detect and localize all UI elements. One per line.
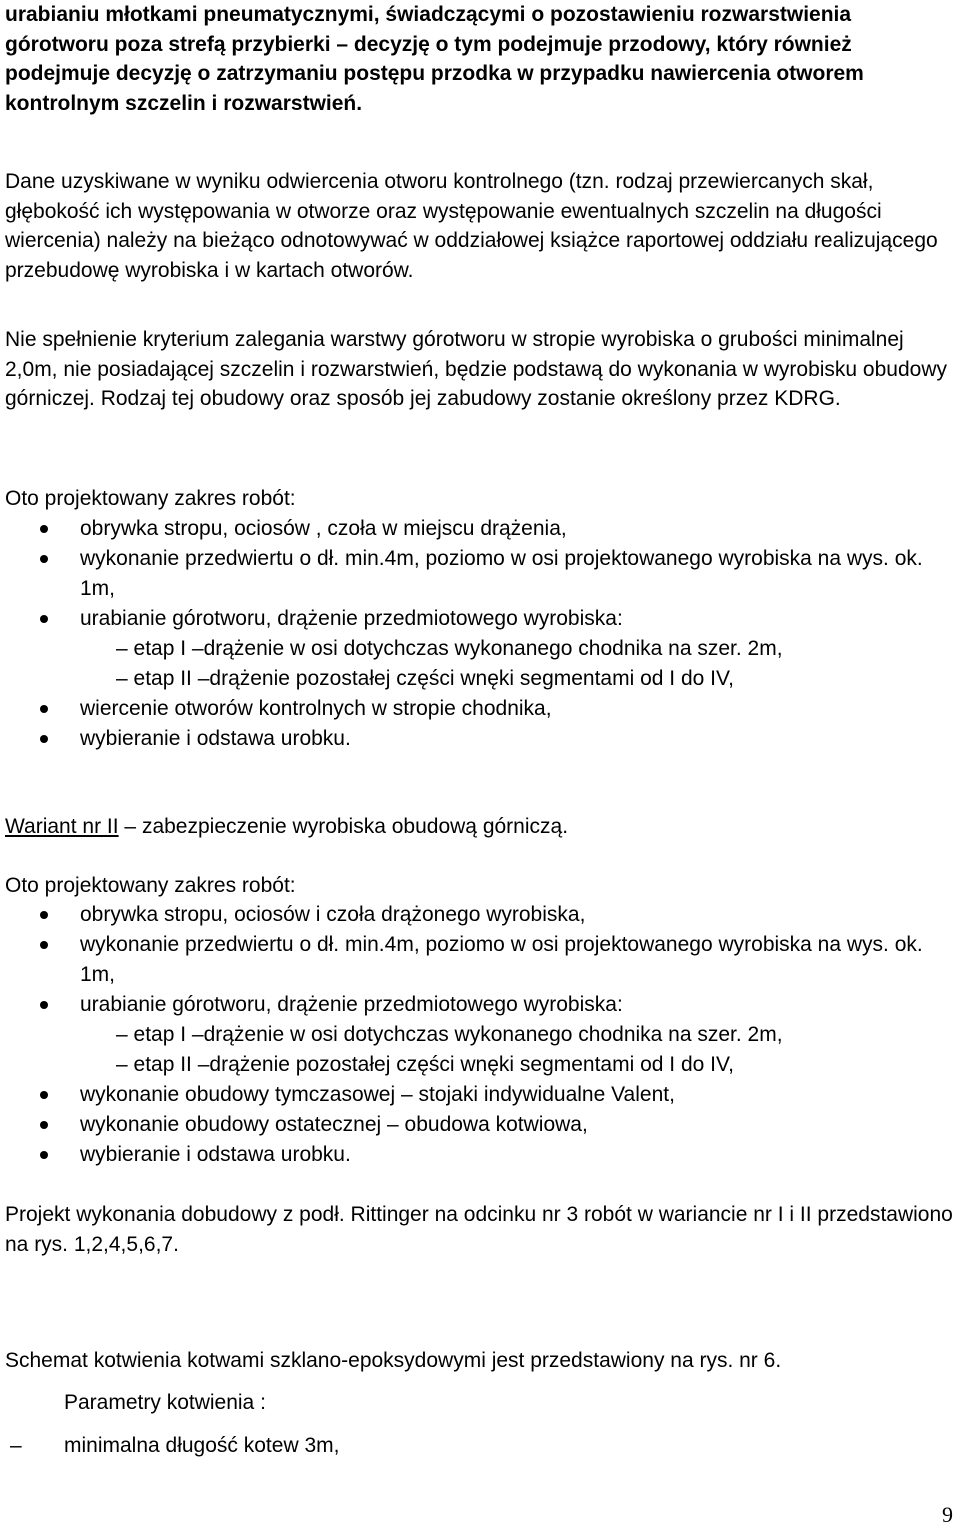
- project-note-paragraph: Projekt wykonania dobudowy z podł. Rittinger na odcinku nr 3 robót w wariancie nr I i II przedstawiono na rys. 1,2,4,5,6,7.: [5, 1203, 953, 1256]
- list-item: wybieranie i odstawa urobku.: [0, 724, 955, 754]
- list-item: obrywka stropu, ociosów i czoła drążonego wyrobiska,: [0, 900, 955, 930]
- list-item-text: urabianie górotworu, drążenie przedmiotowego wyrobiska:: [80, 607, 623, 630]
- intro-bold-paragraph: urabianiu młotkami pneumatycznymi, świadczącymi o pozostawieniu rozwarstwienia górotworu poza strefą przybierki – decyzję o tym podejmuje przodowy, który również podejmuje decyzję o zatrzymaniu postępu przodka w przypadku nawiercenia otworem kontrolnym szczelin i rozwarstwień.: [5, 3, 864, 115]
- variant2-label: Wariant nr II: [5, 815, 119, 838]
- list-item: [0, 604, 955, 694]
- variant2-title-rest: – zabezpieczenie wyrobiska obudową górniczą.: [118, 815, 569, 838]
- control-hole-paragraph: Dane uzyskiwane w wyniku odwiercenia otworu kontrolnego (tzn. rodzaj przewiercanych skał, głębokość ich występowania w otworze oraz występowanie ewentualnych szczelin na długości wiercenia) należy na bieżąco odnotowywać w oddziałowej książce raportowej oddziału realizującego przebudowę wyrobiska i w kartach otworów.: [5, 170, 938, 282]
- list-item: [0, 990, 955, 1080]
- sub-item: – etap I –drążenie w osi dotychczas wykonanego chodnika na szer. 2m,: [116, 637, 783, 660]
- sub-item: – etap II –drążenie pozostałej części wnęki segmentami od I do IV,: [116, 1053, 734, 1076]
- list-item: wybieranie i odstawa urobku.: [0, 1140, 955, 1170]
- list-item: wykonanie obudowy tymczasowej – stojaki indywidualne Valent,: [0, 1080, 955, 1110]
- list-item-text: urabianie górotworu, drążenie przedmiotowego wyrobiska:: [80, 993, 623, 1016]
- list-item: wykonanie przedwiertu o dł. min.4m, poziomo w osi projektowanego wyrobiska na wys. ok. 1m,: [0, 544, 955, 604]
- list-item: obrywka stropu, ociosów , czoła w miejscu drążenia,: [0, 514, 955, 544]
- variant1-work-list: [0, 514, 955, 754]
- anchoring-params-heading: Parametry kotwienia :: [64, 1391, 266, 1414]
- sub-item: – etap I –drążenie w osi dotychczas wykonanego chodnika na szer. 2m,: [116, 1023, 783, 1046]
- variant2-title: [5, 812, 957, 841]
- dash-bullet: –: [10, 1434, 22, 1457]
- list-item: wiercenie otworów kontrolnych w stropie chodnika,: [0, 694, 955, 724]
- variant1-heading: Oto projektowany zakres robót:: [5, 487, 296, 510]
- anchoring-param-text: minimalna długość kotew 3m,: [64, 1434, 340, 1457]
- variant2-work-list: [0, 900, 955, 1170]
- sub-item: – etap II –drążenie pozostałej części wnęki segmentami od I do IV,: [116, 667, 734, 690]
- list-item: wykonanie obudowy ostatecznej – obudowa kotwiowa,: [0, 1110, 955, 1140]
- list-item: wykonanie przedwiertu o dł. min.4m, poziomo w osi projektowanego wyrobiska na wys. ok. 1m,: [0, 930, 955, 990]
- variant2-heading: Oto projektowany zakres robót:: [5, 874, 296, 897]
- criterion-paragraph: Nie spełnienie kryterium zalegania warstwy górotworu w stropie wyrobiska o grubości minimalnej 2,0m, nie posiadającej szczelin i rozwarstwień, będzie podstawą do wykonania w wyrobisku obudowy górniczej. Rodzaj tej obudowy oraz sposób jej zabudowy zostanie określony przez KDRG.: [5, 328, 947, 410]
- page-number: 9: [942, 1502, 953, 1527]
- anchoring-scheme-paragraph: Schemat kotwienia kotwami szklano-epoksydowymi jest przedstawiony na rys. nr 6.: [5, 1349, 782, 1372]
